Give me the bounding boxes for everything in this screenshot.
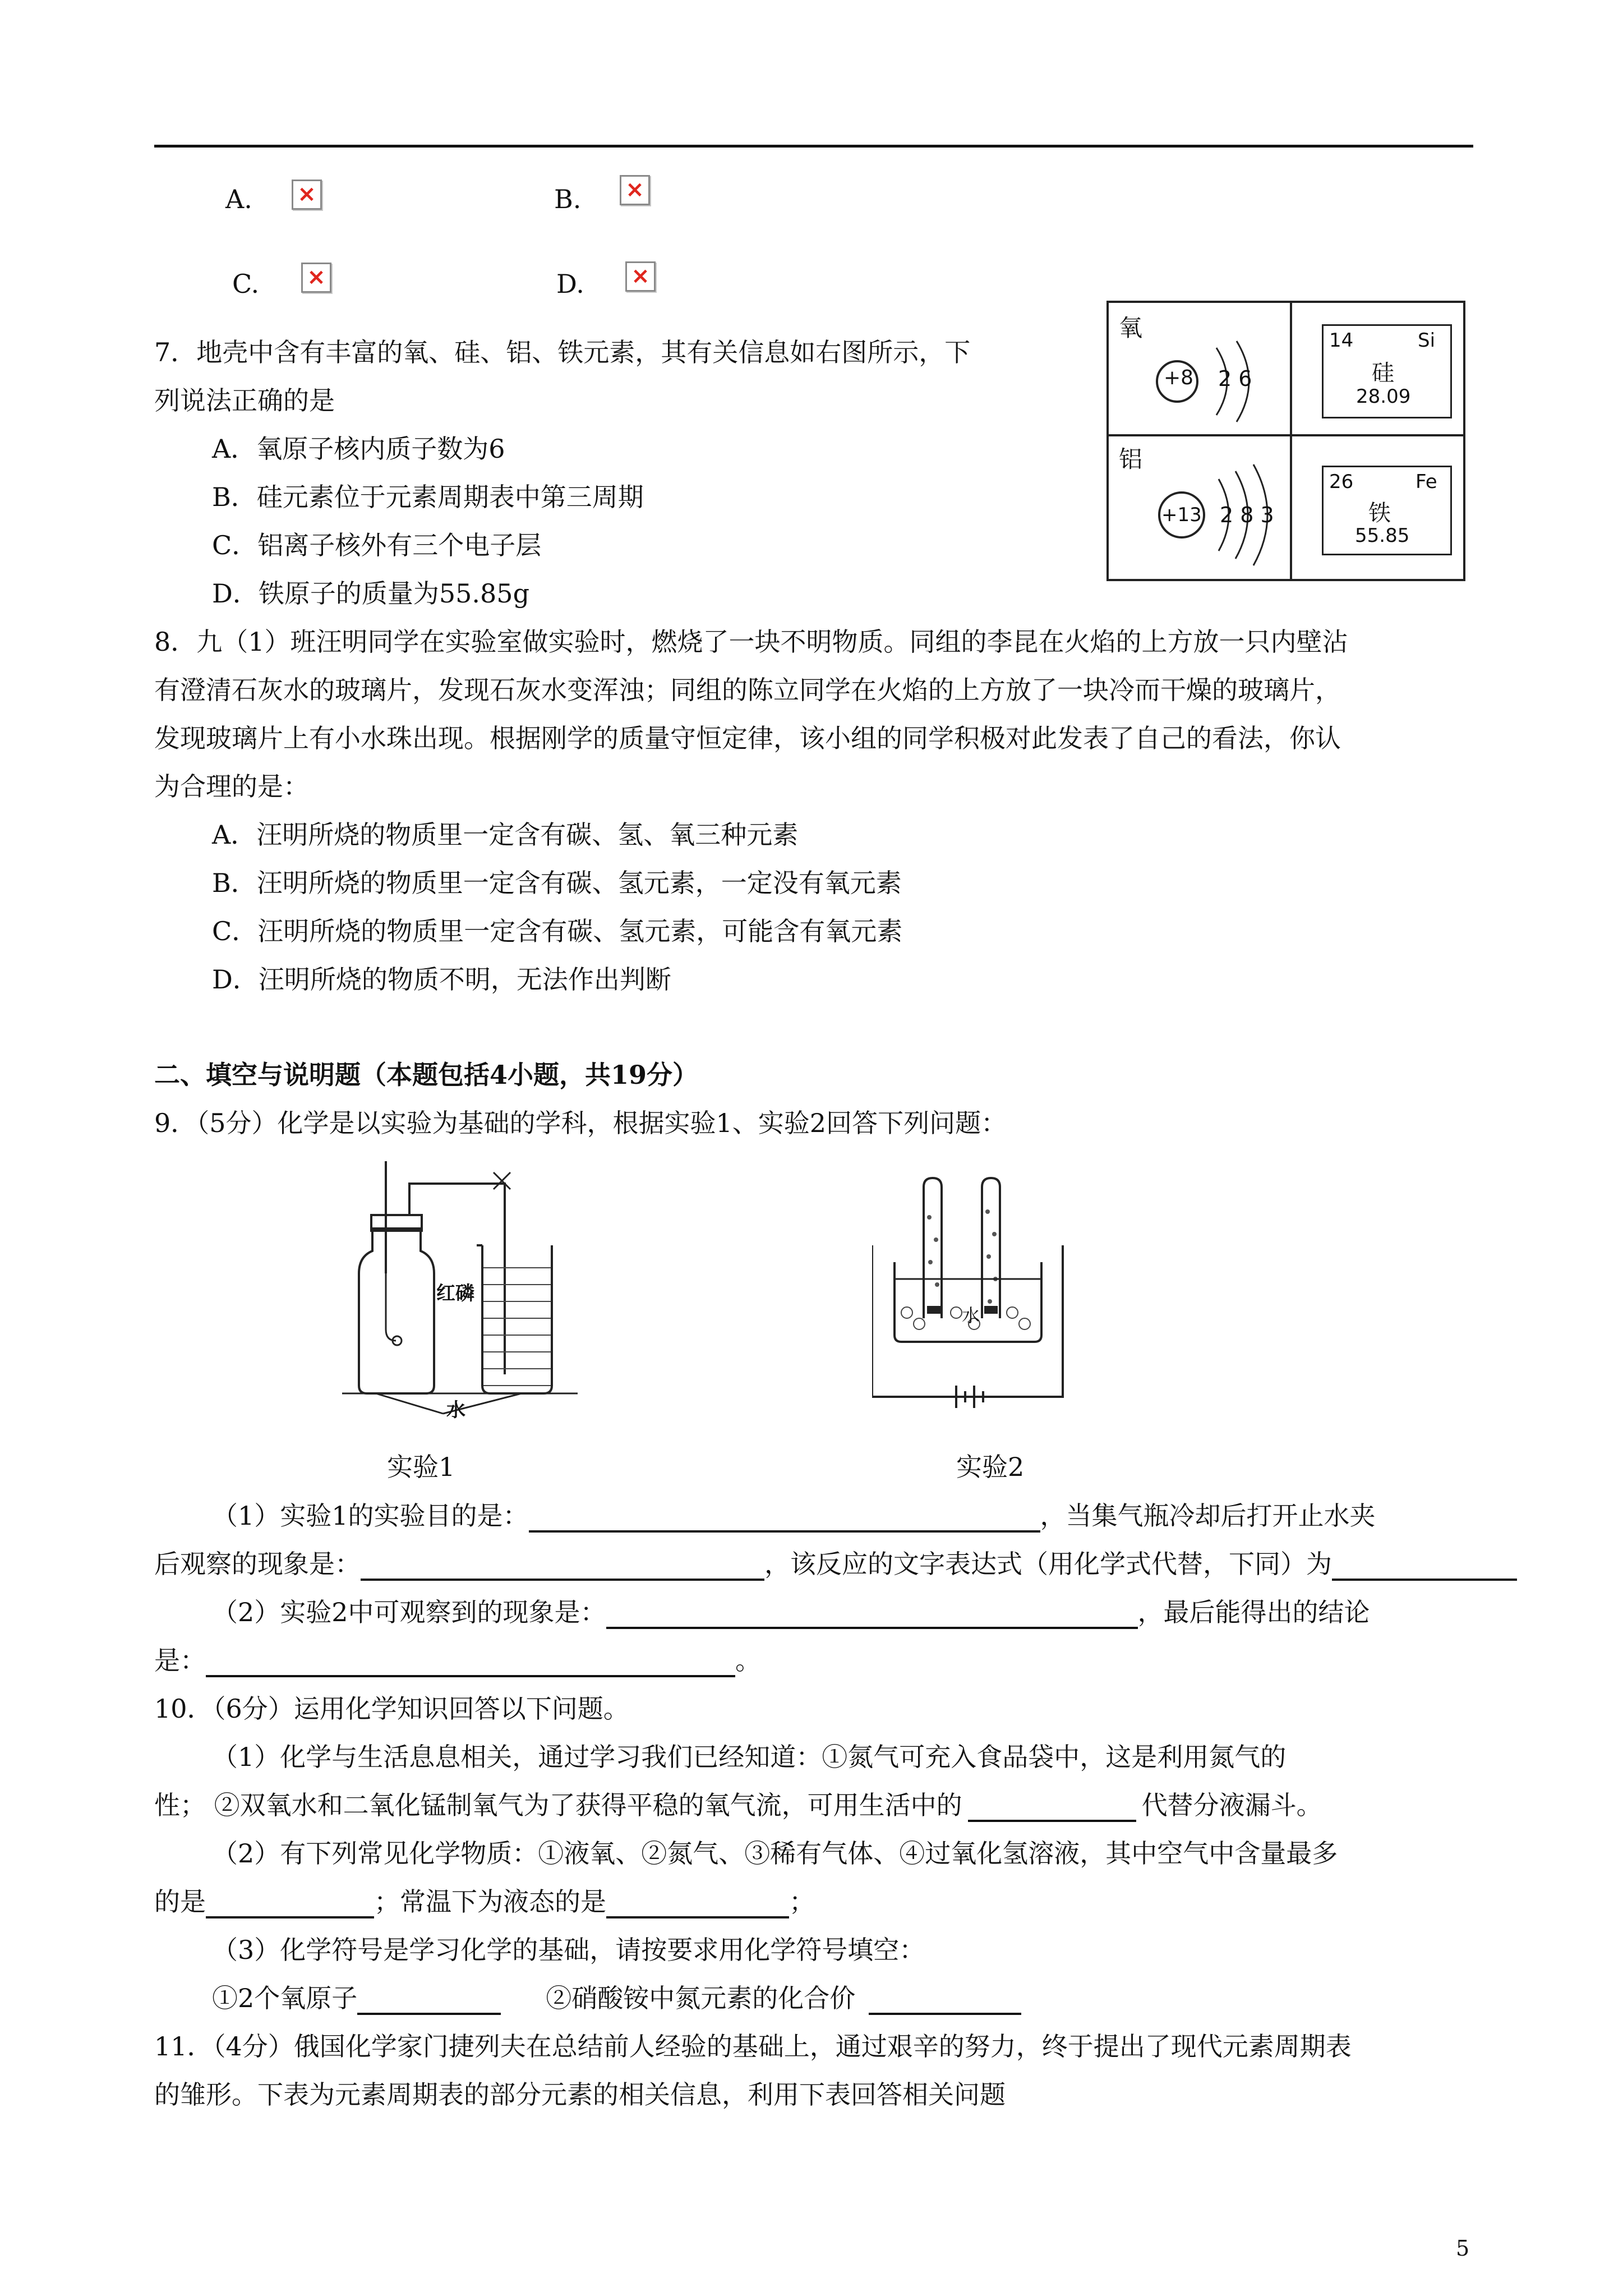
exp2-caption: 实验2 <box>956 1452 1025 1482</box>
silicon-mass: 28.09 <box>1356 385 1411 408</box>
q9-p1-cont: ，当集气瓶冷却后打开止水夹 <box>1040 1501 1376 1531</box>
iron-cell <box>1322 466 1452 555</box>
q10-p3-blank-valence[interactable] <box>869 1988 1021 2015</box>
exp1-water-label: 水 <box>446 1399 465 1421</box>
exp1-caption: 实验1 <box>387 1452 455 1482</box>
element-info-figure <box>1106 301 1465 581</box>
broken-image-icon: × <box>620 175 650 205</box>
q10-p1-line1: （1）化学与生活息息相关，通过学习我们已经知道：①氮气可充入食品袋中，这是利用氮气的 <box>212 1742 1287 1772</box>
page-number: 5 <box>1456 2236 1470 2261</box>
oxygen-nucleus: +8 <box>1164 366 1194 389</box>
iron-number: 26 <box>1329 471 1354 493</box>
q10-p2-line2 <box>154 1885 815 1918</box>
q10-p3-item1: ①2个氧原子 <box>212 1983 358 2013</box>
q10-stem: 10．（6分）运用化学知识回答以下问题。 <box>154 1694 629 1724</box>
broken-image-icon: × <box>301 263 331 293</box>
silicon-name: 硅 <box>1372 360 1394 386</box>
section2-title: 二、填空与说明题（本题包括4小题，共19分） <box>154 1060 699 1090</box>
q6-option-b-label: B. <box>554 184 582 214</box>
oxygen-shells: 2 6 <box>1218 366 1252 391</box>
q8-option-a: A．汪明所烧的物质里一定含有碳、氢、氧三种元素 <box>212 820 799 850</box>
aluminum-shells: 2 8 3 <box>1220 503 1274 527</box>
q10-p2-d: ； <box>789 1887 815 1917</box>
aluminum-label: 铝 <box>1119 445 1143 473</box>
q8-line1: 8．九（1）班汪明同学在实验室做实验时，燃烧了一块不明物质。同组的李昆在火焰的上方放一只内壁沾 <box>154 627 1348 657</box>
q6-option-a-label: A. <box>225 184 252 214</box>
q10-p1-c: 代替分液漏斗。 <box>1141 1790 1322 1820</box>
q9-p2-line1 <box>212 1595 1370 1629</box>
q9-p1-expression-prompt: ，该反应的文字表达式（用化学式代替，下同）为 <box>764 1549 1332 1579</box>
q7-option-a: A．氧原子核内质子数为6 <box>212 434 505 464</box>
oxygen-label: 氧 <box>1119 314 1143 342</box>
broken-image-icon: × <box>292 180 322 210</box>
q9-p2-blank-observation[interactable] <box>606 1602 1138 1629</box>
header-rule <box>154 145 1473 148</box>
q10-p2-c: ；常温下为液态的是 <box>374 1887 606 1917</box>
exp1-red-phosphorus-label: 红磷 <box>436 1282 474 1305</box>
q10-p3: （3）化学符号是学习化学的基础，请按要求用化学符号填空： <box>212 1935 925 1965</box>
q8-option-b: B．汪明所烧的物质里一定含有碳、氢元素，一定没有氧元素 <box>212 868 902 898</box>
q9-p2-end: 。 <box>735 1645 761 1676</box>
silicon-symbol: Si <box>1418 329 1436 352</box>
iron-mass: 55.85 <box>1355 524 1410 547</box>
experiment1-apparatus <box>342 1161 656 1430</box>
q9-p1-blank-purpose[interactable] <box>529 1506 1040 1533</box>
q10-p2-line1: （2）有下列常见化学物质：①液氧、②氮气、③稀有气体、④过氧化氢溶液，其中空气中含量最多 <box>212 1838 1338 1869</box>
q10-p1-b: 性； ②双氧水和二氧化锰制氧气为了获得平稳的氧气流，可用生活中的 <box>154 1790 962 1820</box>
q8-line2: 有澄清石灰水的玻璃片，发现石灰水变浑浊；同组的陈立同学在火焰的上方放了一块冷而干燥的玻璃片， <box>154 675 1341 705</box>
q9-p1-blank-expression[interactable] <box>1332 1554 1517 1581</box>
q6-option-d-label: D. <box>556 269 584 299</box>
q9-p1-line1 <box>212 1499 1376 1533</box>
silicon-number: 14 <box>1329 329 1354 352</box>
q9-p2-cont: ，最后能得出的结论 <box>1137 1597 1370 1627</box>
aluminum-nucleus: +13 <box>1161 504 1202 526</box>
q10-p1-blank-substitute[interactable] <box>968 1795 1136 1822</box>
q7-stem-line2: 列说法正确的是 <box>154 385 335 416</box>
q10-p2-blank-liquid[interactable] <box>606 1892 789 1918</box>
q11-line1: 11．（4分）俄国化学家门捷列夫在总结前人经验的基础上，通过艰辛的努力，终于提出了现代元素周期表 <box>154 2031 1352 2062</box>
q9-p2-blank-conclusion[interactable] <box>206 1650 735 1677</box>
broken-image-icon: × <box>625 261 656 292</box>
q10-p3-items <box>212 1981 1021 2015</box>
q9-p2-line2 <box>154 1644 761 1677</box>
q7-option-b: B．硅元素位于元素周期表中第三周期 <box>212 482 644 512</box>
q9-p2-prompt: （2）实验2中可观察到的现象是： <box>212 1597 606 1627</box>
iron-name: 铁 <box>1368 500 1391 526</box>
q8-option-d: D．汪明所烧的物质不明，无法作出判断 <box>212 964 671 995</box>
q10-p2-blank-most-abundant[interactable] <box>206 1892 374 1918</box>
q7-stem-line1: 7．地壳中含有丰富的氧、硅、铝、铁元素，其有关信息如右图所示，下 <box>154 337 971 367</box>
q9-p1-prompt: （1）实验1的实验目的是： <box>212 1501 529 1531</box>
q10-p1-line2 <box>154 1788 1322 1822</box>
q9-stem: 9．（5分）化学是以实验为基础的学科，根据实验1、实验2回答下列问题： <box>154 1108 1007 1138</box>
q8-line4: 为合理的是： <box>154 771 309 802</box>
q9-p1-line2 <box>154 1547 1517 1581</box>
q10-p3-blank-oxygen-atoms[interactable] <box>357 1988 501 2015</box>
q8-line3: 发现玻璃片上有小水珠出现。根据刚学的质量守恒定律，该小组的同学积极对此发表了自己的看法，你认 <box>154 723 1341 753</box>
exp2-water-label: 水 <box>962 1305 980 1326</box>
experiment2-apparatus <box>872 1172 1074 1425</box>
q10-p2-b: 的是 <box>154 1887 206 1917</box>
q9-p2-conclusion-prompt: 是： <box>154 1645 206 1676</box>
q10-p3-item2: ②硝酸铵中氮元素的化合价 <box>546 1983 856 2013</box>
q9-p1-phenomenon-prompt: 后观察的现象是： <box>154 1549 361 1579</box>
q6-option-c-label: C. <box>232 269 260 299</box>
q8-option-c: C．汪明所烧的物质里一定含有碳、氢元素，可能含有氧元素 <box>212 916 903 946</box>
q7-option-d: D．铁原子的质量为55.85g <box>212 578 530 609</box>
q11-line2: 的雏形。下表为元素周期表的部分元素的相关信息，利用下表回答相关问题 <box>154 2079 1006 2110</box>
q7-option-c: C．铝离子核外有三个电子层 <box>212 530 542 560</box>
iron-symbol: Fe <box>1415 471 1437 493</box>
q9-p1-blank-phenomenon[interactable] <box>361 1554 764 1581</box>
silicon-cell <box>1322 324 1452 418</box>
